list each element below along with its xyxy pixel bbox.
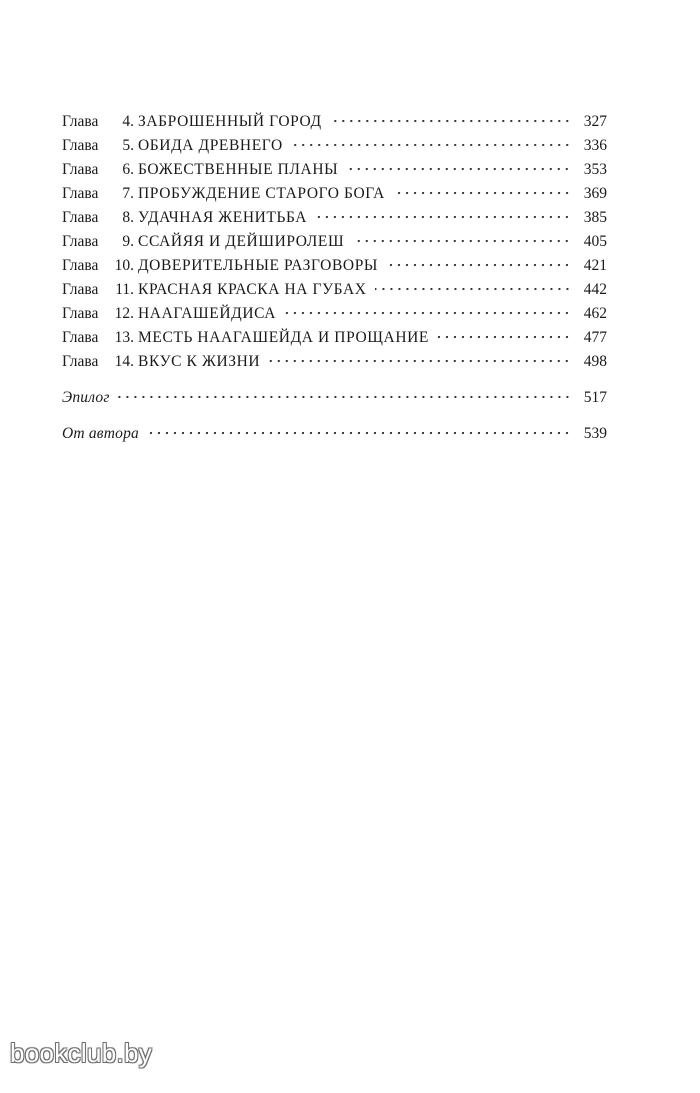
toc-row-chapter-10[interactable] <box>62 254 607 278</box>
chapter-prefix: Глава <box>62 233 99 250</box>
chapter-title: КРАСНАЯ КРАСКА НА ГУБАХ <box>138 281 367 298</box>
chapter-title: ОБИДА ДРЕВНЕГО <box>138 137 283 154</box>
page-number: 517 <box>583 389 607 406</box>
chapter-title: ПРОБУЖДЕНИЕ СТАРОГО БОГА <box>138 185 385 202</box>
toc-row-chapter-8[interactable] <box>62 206 607 230</box>
toc-row-chapter-7[interactable] <box>62 182 607 206</box>
page-number: 327 <box>583 113 607 130</box>
section-spacer <box>62 410 607 422</box>
page-number: 421 <box>583 257 607 274</box>
toc-row-chapter-11[interactable] <box>62 278 607 302</box>
chapter-title: ВКУС К ЖИЗНИ <box>138 353 261 370</box>
chapter-number: 13. <box>114 329 134 346</box>
chapter-prefix: Глава <box>62 185 99 202</box>
dot-leader <box>393 191 571 195</box>
dot-leader <box>147 431 571 435</box>
dot-leader <box>291 143 571 147</box>
page-number: 385 <box>583 209 607 226</box>
page-number: 442 <box>583 281 607 298</box>
toc-row-from-author[interactable] <box>62 422 607 446</box>
toc-row-chapter-13[interactable] <box>62 326 607 350</box>
chapter-prefix: Глава <box>62 329 99 346</box>
chapter-title: БОЖЕСТВЕННЫЕ ПЛАНЫ <box>138 161 339 178</box>
site-watermark: bookclub.by <box>10 1038 153 1068</box>
toc-row-chapter-14[interactable] <box>62 350 607 374</box>
from-author-title: От автора <box>62 425 139 442</box>
chapter-number: 12. <box>114 305 134 322</box>
chapter-number: 4. <box>122 113 134 130</box>
chapter-title: ДОВЕРИТЕЛЬНЫЕ РАЗГОВОРЫ <box>138 257 379 274</box>
chapter-title: ССАЙЯЯ И ДЕЙШИРОЛЕШ <box>138 233 345 250</box>
toc-row-chapter-5[interactable] <box>62 134 607 158</box>
dot-leader <box>330 119 571 123</box>
chapter-title: УДАЧНАЯ ЖЕНИТЬБА <box>138 209 308 226</box>
dot-leader <box>315 215 571 219</box>
page-number: 477 <box>583 329 607 346</box>
chapter-title: НААГАШЕЙДИСА <box>138 305 277 322</box>
table-of-contents <box>62 110 607 446</box>
toc-row-chapter-6[interactable] <box>62 158 607 182</box>
page-number: 336 <box>583 137 607 154</box>
chapter-number: 9. <box>122 233 134 250</box>
chapter-prefix: Глава <box>62 161 99 178</box>
chapter-number: 7. <box>122 185 134 202</box>
page-number: 498 <box>583 353 607 370</box>
dot-leader <box>118 395 571 399</box>
dot-leader <box>375 287 571 291</box>
page-number: 539 <box>583 425 607 442</box>
chapter-prefix: Глава <box>62 137 99 154</box>
chapter-prefix: Глава <box>62 257 99 274</box>
chapter-number: 10. <box>114 257 134 274</box>
dot-leader <box>284 311 571 315</box>
chapter-prefix: Глава <box>62 209 99 226</box>
dot-leader <box>352 239 571 243</box>
dot-leader <box>346 167 571 171</box>
section-spacer <box>62 374 607 386</box>
toc-row-epilogue[interactable] <box>62 386 607 410</box>
chapter-title: ЗАБРОШЕННЫЙ ГОРОД <box>138 113 322 130</box>
dot-leader <box>386 263 571 267</box>
chapter-prefix: Глава <box>62 281 99 298</box>
page-number: 405 <box>583 233 607 250</box>
chapter-prefix: Глава <box>62 353 99 370</box>
chapter-number: 11. <box>115 281 134 298</box>
chapter-number: 8. <box>122 209 134 226</box>
chapter-number: 5. <box>122 137 134 154</box>
dot-leader <box>268 359 571 363</box>
toc-row-chapter-12[interactable] <box>62 302 607 326</box>
chapter-prefix: Глава <box>62 305 99 322</box>
chapter-number: 6. <box>122 161 134 178</box>
epilogue-title: Эпилог <box>62 389 110 406</box>
page-number: 369 <box>583 185 607 202</box>
page-number: 353 <box>583 161 607 178</box>
toc-row-chapter-9[interactable] <box>62 230 607 254</box>
toc-row-chapter-4[interactable] <box>62 110 607 134</box>
chapter-number: 14. <box>114 353 134 370</box>
chapter-prefix: Глава <box>62 113 99 130</box>
page-number: 462 <box>583 305 607 322</box>
dot-leader <box>437 335 571 339</box>
chapter-title: МЕСТЬ НААГАШЕЙДА И ПРОЩАНИЕ <box>138 329 429 346</box>
